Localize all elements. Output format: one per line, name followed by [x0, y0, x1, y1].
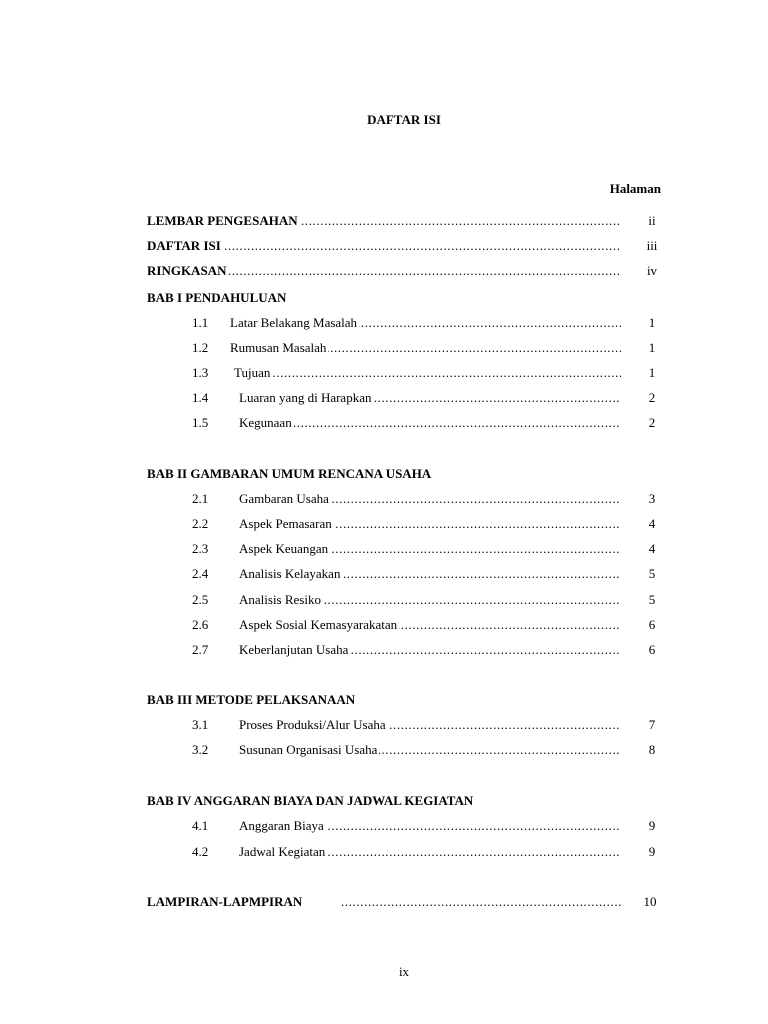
section-page: 1: [648, 315, 656, 330]
toc-section: [192, 565, 667, 583]
section-label: Anggaran Biaya: [239, 818, 324, 833]
section-page: 6: [648, 617, 656, 632]
section-number: 2.2: [192, 516, 209, 531]
toc-section: [192, 616, 667, 634]
section-page: 4: [648, 541, 656, 556]
toc-entry-ringkasan: [147, 262, 667, 280]
section-number: 4.1: [192, 818, 209, 833]
toc-entry-daftar-isi: [147, 237, 667, 255]
toc-entry-label: LEMBAR PENGESAHAN: [147, 213, 298, 228]
section-label: Aspek Sosial Kemasyarakatan: [239, 617, 398, 632]
chapter-heading: BAB III METODE PELAKSANAAN: [147, 692, 356, 707]
section-page: 7: [648, 717, 656, 732]
toc-section: [192, 389, 667, 407]
section-number: 2.1: [192, 491, 209, 506]
toc-entry-label: LAMPIRAN-LAPMPIRAN: [147, 894, 303, 909]
section-label: Jadwal Kegiatan: [239, 844, 326, 859]
section-label: Analisis Resiko: [239, 592, 321, 607]
page-column-header: Halaman: [609, 181, 661, 196]
page-number-footer: ix: [398, 964, 410, 979]
section-page: 9: [648, 818, 656, 833]
toc-entry-lampiran: [147, 893, 667, 911]
section-page: 6: [648, 642, 656, 657]
section-page: 5: [648, 566, 656, 581]
toc-entry-page: iv: [646, 263, 658, 278]
section-number: 2.6: [192, 617, 209, 632]
section-label: Analisis Kelayakan: [239, 566, 341, 581]
toc-section: [192, 843, 667, 861]
toc-section: [192, 817, 667, 835]
section-number: 4.2: [192, 844, 209, 859]
section-label: Aspek Pemasaran: [239, 516, 332, 531]
toc-entry-page: ii: [648, 213, 656, 228]
toc-section: [192, 490, 667, 508]
section-page: 9: [648, 844, 656, 859]
section-label: Rumusan Masalah: [230, 340, 327, 355]
section-label: Latar Belakang Masalah: [230, 315, 358, 330]
section-number: 1.1: [192, 315, 209, 330]
section-page: 5: [648, 592, 656, 607]
section-number: 1.5: [192, 415, 209, 430]
page-title: DAFTAR ISI: [367, 112, 441, 127]
toc-entry-label: RINGKASAN: [147, 263, 227, 278]
section-number: 2.3: [192, 541, 209, 556]
toc-entry-lembar-pengesahan: [147, 212, 667, 230]
section-number: 3.1: [192, 717, 209, 732]
section-label: Kegunaan: [239, 415, 292, 430]
section-label: Keberlanjutan Usaha: [239, 642, 349, 657]
section-number: 1.2: [192, 340, 209, 355]
section-label: Susunan Organisasi Usaha: [239, 742, 378, 757]
toc-section: [192, 414, 667, 432]
chapter-heading: BAB II GAMBARAN UMUM RENCANA USAHA: [147, 466, 432, 481]
section-label: Aspek Keuangan: [239, 541, 329, 556]
toc-section: [192, 540, 667, 558]
section-number: 2.7: [192, 642, 209, 657]
toc-section: [192, 364, 667, 382]
toc-entry-page: iii: [646, 238, 658, 253]
toc-section: [192, 339, 667, 357]
section-number: 3.2: [192, 742, 209, 757]
dot-leader: [234, 364, 621, 382]
chapter-heading: BAB I PENDAHULUAN: [147, 290, 287, 305]
toc-section: [192, 314, 667, 332]
toc-section: [192, 641, 667, 659]
section-page: 1: [648, 365, 656, 380]
section-number: 2.4: [192, 566, 209, 581]
section-label: Tujuan: [234, 365, 271, 380]
section-page: 2: [648, 390, 656, 405]
chapter-heading: BAB IV ANGGARAN BIAYA DAN JADWAL KEGIATAN: [147, 793, 474, 808]
section-page: 4: [648, 516, 656, 531]
section-page: 2: [648, 415, 656, 430]
toc-entry-page: 10: [643, 894, 657, 909]
dot-leader: [239, 414, 621, 432]
section-number: 1.3: [192, 365, 209, 380]
section-label: Luaran yang di Harapkan: [239, 390, 372, 405]
toc-section: [192, 741, 667, 759]
section-label: Proses Produksi/Alur Usaha: [239, 717, 386, 732]
section-page: 3: [648, 491, 656, 506]
section-page: 1: [648, 340, 656, 355]
toc-section: [192, 591, 667, 609]
toc-section: [192, 515, 667, 533]
dot-leader: [341, 893, 621, 911]
toc-section: [192, 716, 667, 734]
section-page: 8: [648, 742, 656, 757]
section-number: 1.4: [192, 390, 209, 405]
toc-entry-label: DAFTAR ISI: [147, 238, 221, 253]
section-number: 2.5: [192, 592, 209, 607]
section-label: Gambaran Usaha: [239, 491, 329, 506]
